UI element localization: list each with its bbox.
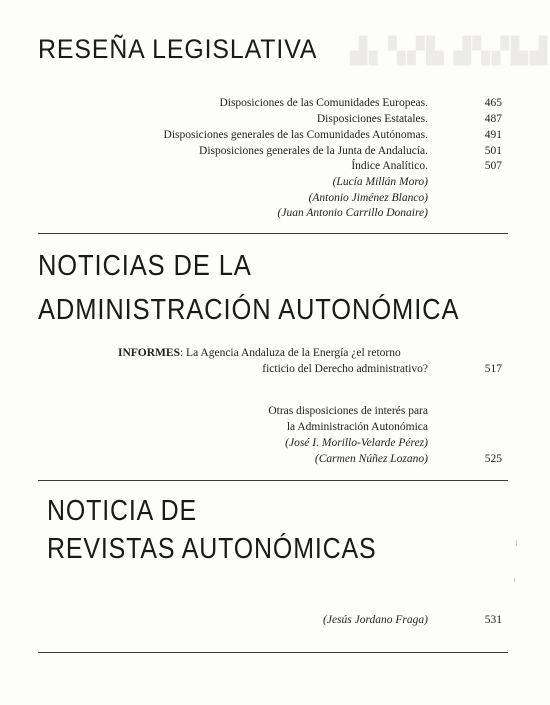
toc-page-number: 517 xyxy=(484,363,502,375)
toc-author: (Antonio Jiménez Blanco) xyxy=(308,192,428,204)
informes-title-line1: : La Agencia Andaluza de la Energía ¿el retorno xyxy=(179,347,401,359)
toc-page-number: 525 xyxy=(484,453,502,465)
toc-entry: la Administración Autonómica xyxy=(286,421,428,433)
toc-entry: Otras disposiciones de interés para xyxy=(268,405,428,417)
toc-page-number: 487 xyxy=(484,113,502,125)
toc-entry: Disposiciones de las Comunidades Europeas. xyxy=(219,97,428,109)
toc-page-number: 501 xyxy=(484,145,502,157)
section-heading-resena: RESEÑA LEGISLATIVA xyxy=(38,34,318,64)
toc-entry: Disposiciones generales de las Comunidades Autónomas. xyxy=(163,129,428,141)
toc-author: (José I. Morillo-Velarde Pérez) xyxy=(285,437,428,449)
toc-entry: Disposiciones generales de la Junta de Andalucía. xyxy=(199,145,428,157)
toc-entry: Disposiciones Estatales. xyxy=(316,113,428,125)
section-divider xyxy=(38,652,508,653)
toc-author: (Carmen Núñez Lozano) xyxy=(314,453,428,465)
section-divider xyxy=(38,480,508,481)
informes-title-line2: ficticio del Derecho administrativo? xyxy=(262,363,428,375)
toc-author: (Juan Antonio Carrillo Donaire) xyxy=(277,207,428,219)
section-heading-noticias-line1: NOTICIAS DE LA xyxy=(38,250,252,282)
toc-page-number: 465 xyxy=(484,97,502,109)
scan-speck xyxy=(516,540,517,546)
section-divider xyxy=(38,233,508,234)
toc-author: (Jesús Jordano Fraga) xyxy=(323,614,428,626)
toc-author: (Lucía Millán Moro) xyxy=(332,176,428,188)
toc-entry: Índice Analítico. xyxy=(351,160,428,172)
scan-speck xyxy=(514,578,515,582)
informes-label: INFORMES xyxy=(118,347,180,359)
section-heading-noticias-line2: ADMINISTRACIÓN AUTONÓMICA xyxy=(38,294,460,326)
bleed-through-shadow: ▟▖▚▞▙ ▟▚▞▙▟ xyxy=(350,37,550,65)
toc-page-number: 507 xyxy=(484,160,502,172)
toc-page-number: 491 xyxy=(484,129,502,141)
toc-entry-informes xyxy=(118,346,401,361)
section-heading-revistas-line2: REVISTAS AUTONÓMICAS xyxy=(47,533,377,565)
section-heading-revistas-line1: NOTICIA DE xyxy=(47,495,197,527)
toc-page-number: 531 xyxy=(484,614,502,626)
